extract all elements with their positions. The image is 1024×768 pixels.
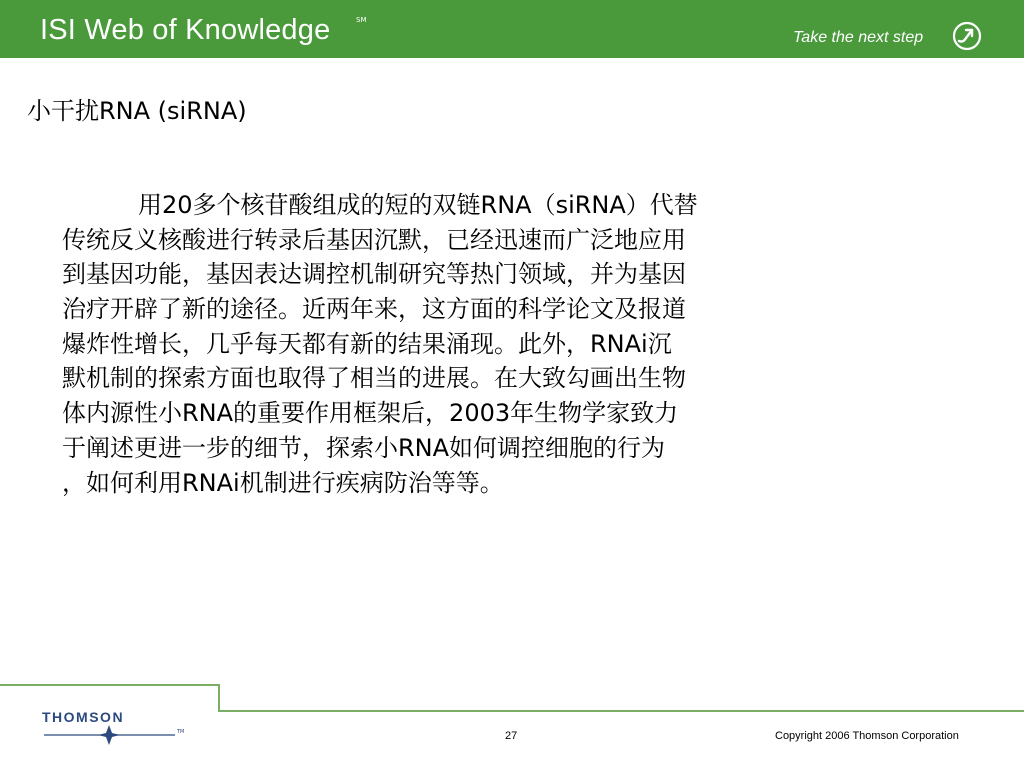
body-line: 传统反义核酸进行转录后基因沉默，已经迅速而广泛地应用 bbox=[62, 225, 686, 254]
brand-service-mark: SM bbox=[356, 16, 367, 24]
body-line: 爆炸性增长，几乎每天都有新的结果涌现。此外，RNAi沉 bbox=[62, 329, 672, 358]
header-bar bbox=[0, 0, 1024, 58]
logo-wordmark: THOMSON bbox=[42, 709, 125, 725]
footer-divider-step bbox=[218, 684, 220, 712]
arrow-circle-icon bbox=[952, 21, 982, 51]
body-line: 到基因功能，基因表达调控机制研究等热门领域，并为基因 bbox=[62, 260, 686, 289]
tagline: Take the next step bbox=[793, 29, 924, 46]
body-line: ，如何利用RNAi机制进行疾病防治等等。 bbox=[62, 468, 504, 497]
slide-body bbox=[62, 188, 962, 500]
body-line: 治疗开辟了新的途径。近两年来，这方面的科学论文及报道 bbox=[62, 295, 686, 324]
logo-trademark: TM bbox=[177, 729, 185, 735]
thomson-logo bbox=[42, 707, 192, 747]
footer-divider bbox=[218, 710, 1024, 712]
footer-divider bbox=[0, 684, 219, 686]
copyright-notice: Copyright 2006 Thomson Corporation bbox=[775, 730, 959, 742]
slide-title: 小干扰RNA (siRNA) bbox=[27, 97, 247, 125]
page-number: 27 bbox=[505, 730, 518, 742]
body-line: 默机制的探索方面也取得了相当的进展。在大致勾画出生物 bbox=[62, 364, 686, 393]
body-line: 用20多个核苷酸组成的短的双链RNA（siRNA）代替 bbox=[138, 191, 698, 219]
body-line: 体内源性小RNA的重要作用框架后，2003年生物学家致力 bbox=[62, 399, 679, 428]
brand-title: ISI Web of Knowledge bbox=[40, 14, 331, 46]
star-icon bbox=[42, 723, 177, 747]
body-line: 于阐述更进一步的细节，探索小RNA如何调控细胞的行为 bbox=[62, 433, 666, 462]
